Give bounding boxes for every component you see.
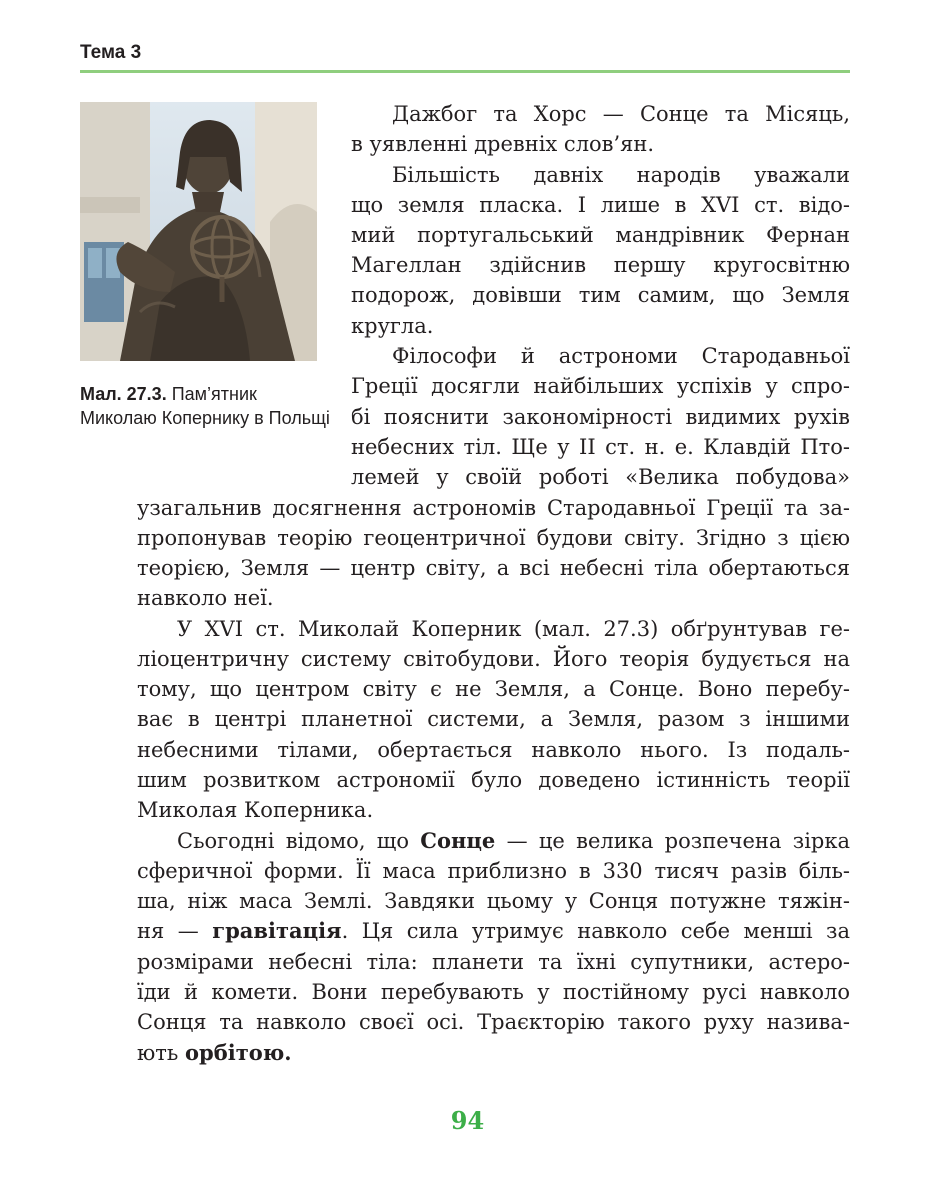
figure-caption <box>80 382 330 430</box>
text-line: їди й комети. Вони перебувають у постійному русі навколо <box>137 980 850 1004</box>
header-divider <box>80 70 850 73</box>
text-line: Сонця та навколо своєї осі. Траєкторію такого руху назива- <box>137 1010 850 1034</box>
text-line: кругла. <box>351 314 434 338</box>
text-segment: ня — <box>137 919 213 943</box>
text-line <box>137 916 850 946</box>
text-line: що земля пласка. І лише в XVI ст. відо- <box>351 193 850 217</box>
page-header-title: Тема 3 <box>80 42 142 63</box>
text-line: Дажбог та Хорс — Сонце та Місяць, <box>392 102 850 126</box>
text-line: Філософи й астрономи Стародавньої <box>392 344 850 368</box>
text-line: в уявленні древніх слов’ян. <box>351 132 655 156</box>
text-line: небесними тілами, обертається навколо нього. Із подаль- <box>137 738 850 762</box>
text-line: бі пояснити закономірності видимих рухів <box>351 405 850 429</box>
text-line: Миколая Коперника. <box>137 798 374 822</box>
text-line: ша, ніж маса Землі. Завдяки цьому у Сонця потужне тяжін- <box>137 889 850 913</box>
page-number: 94 <box>450 1106 485 1135</box>
text-line: Греції досягли найбільших успіхів у спро- <box>351 374 850 398</box>
text-segment: Сьогодні відомо, що <box>177 829 421 853</box>
term-orbit: орбітою. <box>185 1040 292 1065</box>
text-line: тому, що центром світу є не Земля, а Сонце. Воно перебу- <box>137 677 850 701</box>
text-line: ліоцентричну систему світобудови. Його теорія будується на <box>137 647 850 671</box>
text-line: теорією, Земля — центр світу, а всі небесні тіла обертаються <box>137 556 850 580</box>
text-segment: ють <box>137 1041 186 1065</box>
text-line: У XVI ст. Миколай Коперник (мал. 27.3) обґрунтував ге- <box>177 617 850 641</box>
term-gravitation: гравітація <box>212 918 342 943</box>
text-line: лемей у своїй роботі «Велика побудова» <box>351 465 850 489</box>
term-sun: Сонце <box>420 828 496 853</box>
text-segment: . Ця сила утримує навколо себе менші за <box>341 919 850 943</box>
figure-caption-text: Пам’ятник Миколаю Копернику в Польщі <box>80 384 330 428</box>
text-line <box>177 826 850 856</box>
text-line: ває в центрі планетної системи, а Земля, разом з іншими <box>137 707 850 731</box>
text-line: узагальнив досягнення астрономів Стародавньої Греції та за- <box>137 496 850 520</box>
text-line: мий португальський мандрівник Фернан <box>351 223 850 247</box>
figure-caption-label: Мал. 27.3. <box>80 384 167 404</box>
text-line: пропонував теорію геоцентричної будови світу. Згідно з цією <box>137 526 850 550</box>
text-line: Більшість давніх народів уважали <box>392 163 850 187</box>
text-line: сферичної форми. Її маса приблизно в 330 тисяч разів біль- <box>137 859 850 883</box>
text-line: Магеллан здійснив першу кругосвітню <box>351 253 850 277</box>
text-line: небесних тіл. Ще у ІІ ст. н. е. Клавдій Пто- <box>351 435 850 459</box>
text-line: розмірами небесні тіла: планети та їхні супутники, астеро- <box>137 950 850 974</box>
text-line: навколо неї. <box>137 586 274 610</box>
text-line <box>137 1038 292 1068</box>
text-line: шим розвитком астрономії було доведено істинність теорії <box>137 768 850 792</box>
text-segment: — це велика розпечена зірка <box>495 829 850 853</box>
text-line: подорож, довівши тим самим, що Земля <box>351 283 850 307</box>
copernicus-monument-photo <box>80 102 317 361</box>
